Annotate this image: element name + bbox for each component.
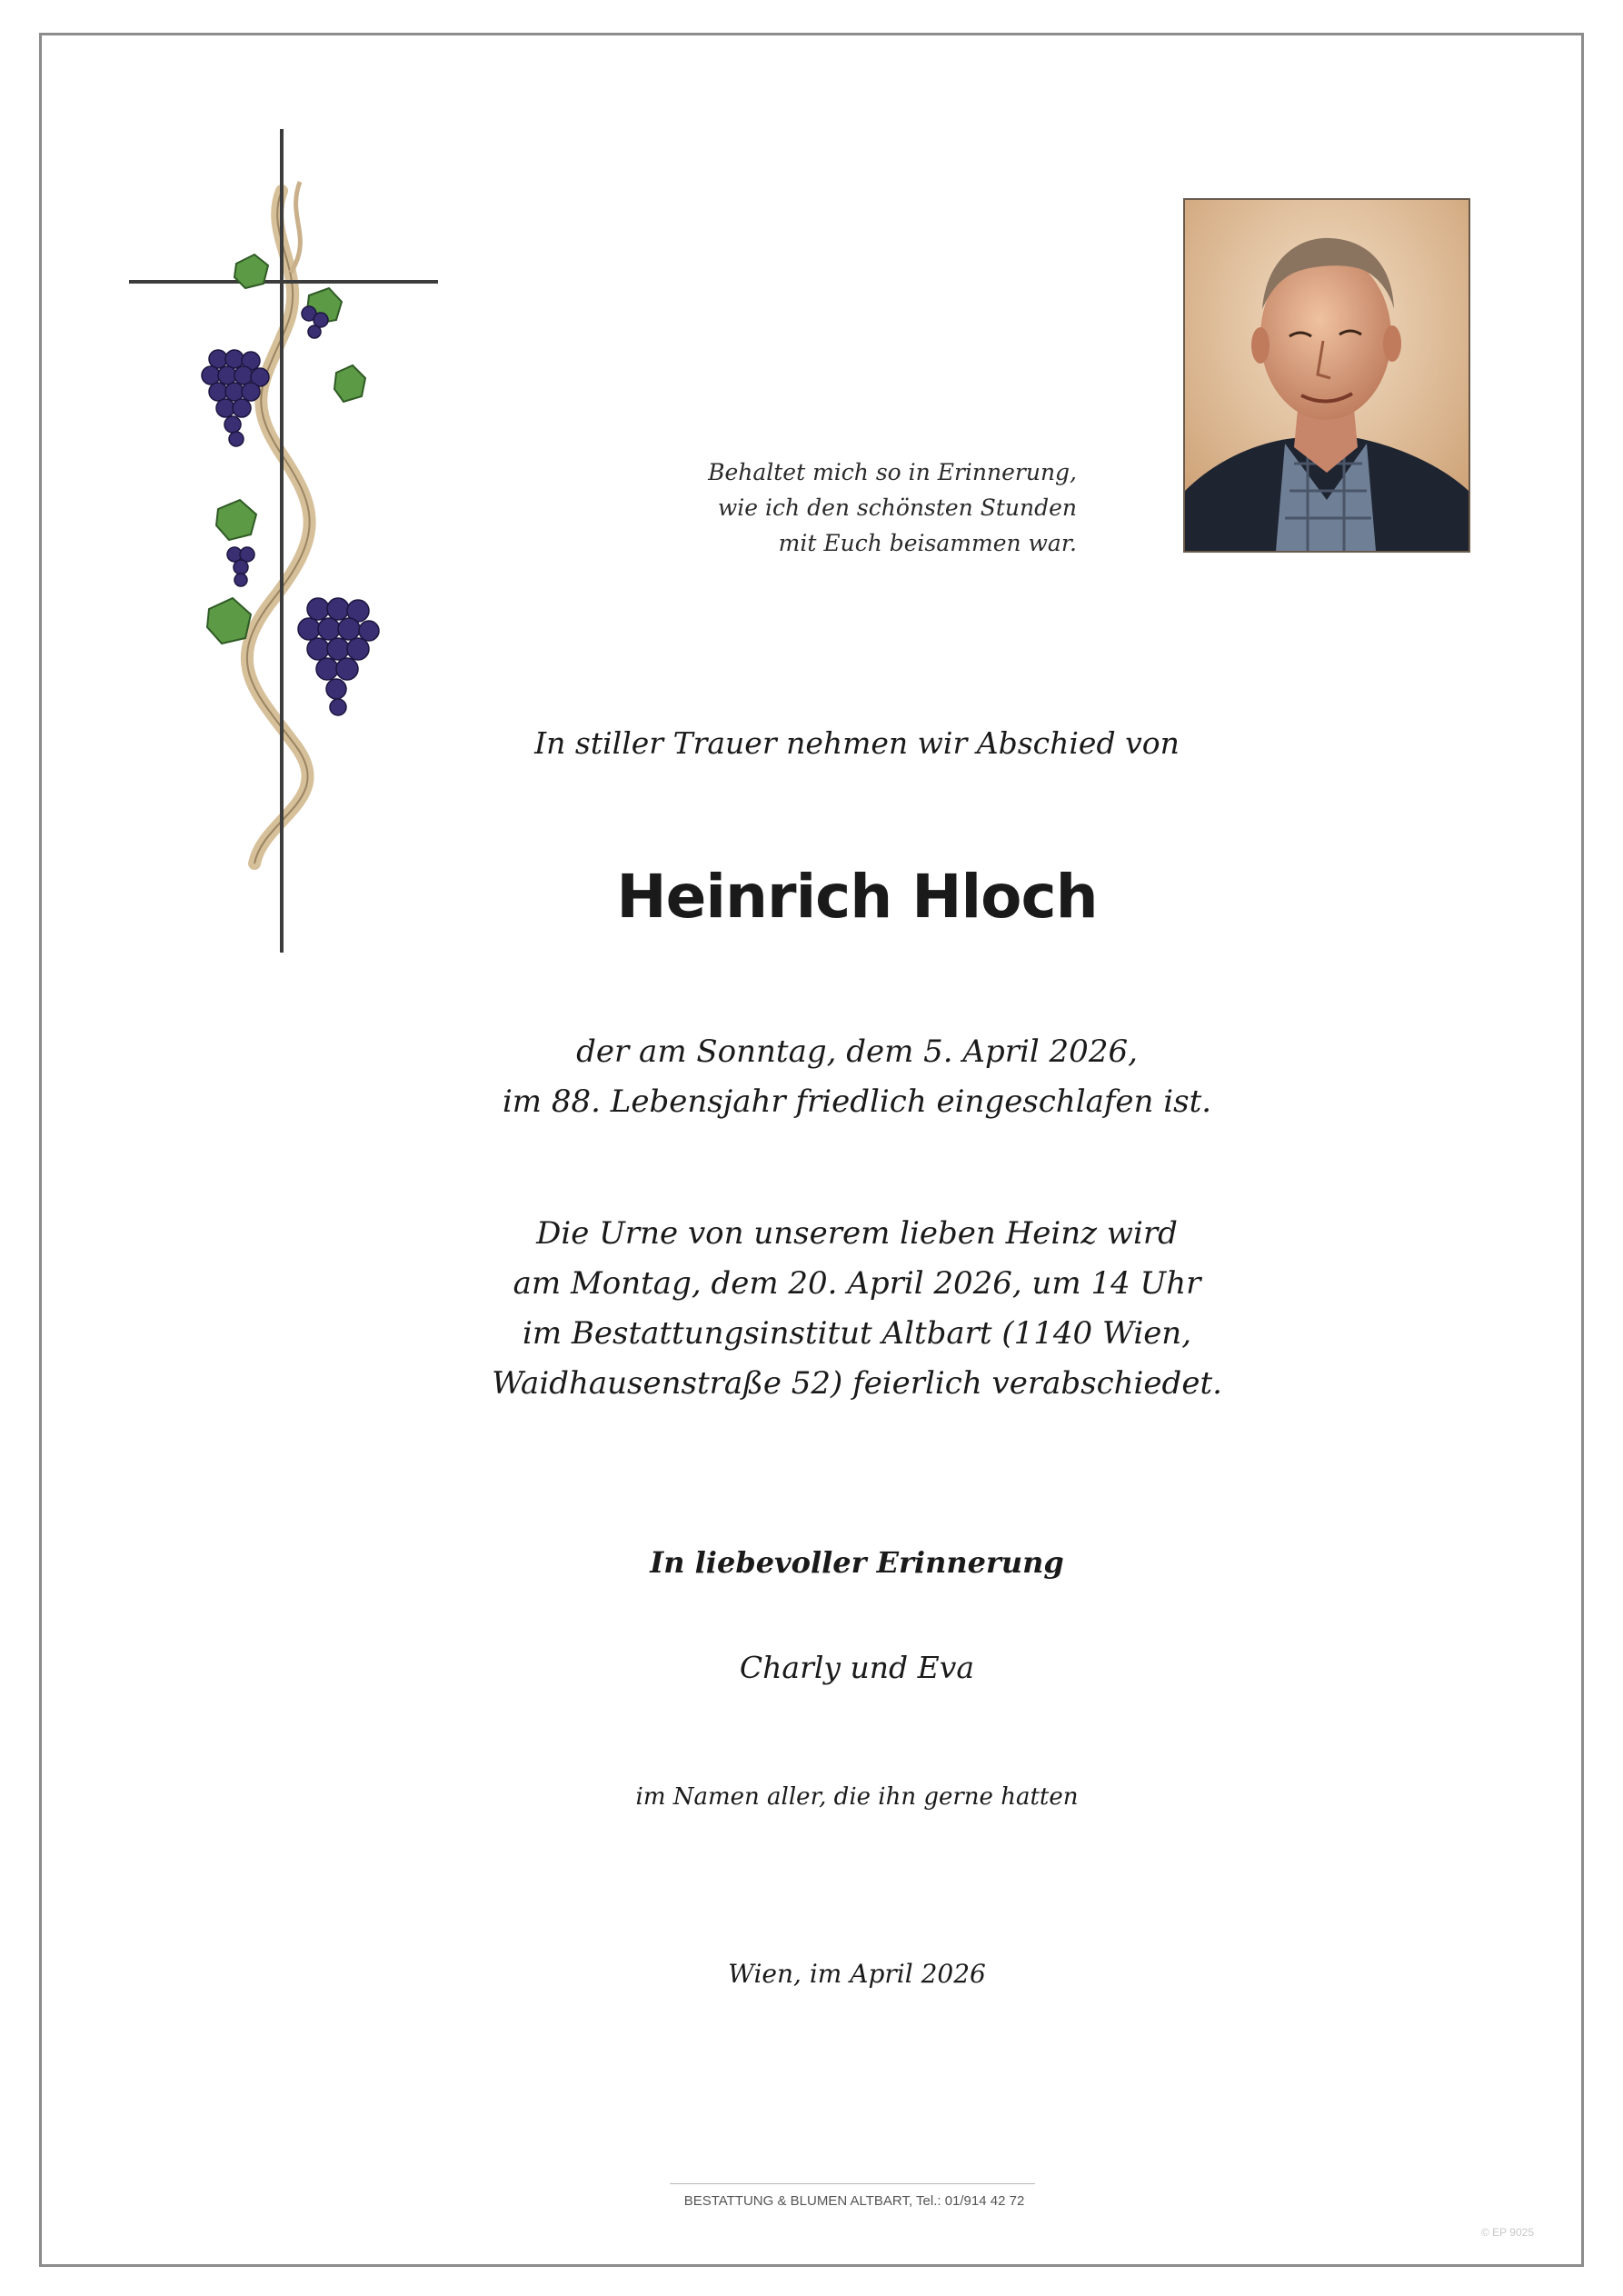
memorial-verse — [545, 454, 1077, 561]
intro-text: In stiller Trauer nehmen wir Abschied von — [534, 725, 1180, 761]
others-line: im Namen aller, die ihn gerne hatten — [635, 1783, 1079, 1811]
print-code: © EP 9025 — [1481, 2226, 1534, 2239]
place-date: Wien, im April 2026 — [728, 1959, 986, 1989]
ceremony-line: am Montag, dem 20. April 2026, um 14 Uhr — [513, 1265, 1201, 1302]
death-line: der am Sonntag, dem 5. April 2026, — [576, 1033, 1138, 1070]
death-line: im 88. Lebensjahr friedlich eingeschlafen ist. — [502, 1083, 1212, 1120]
ceremony-notice — [273, 1209, 1441, 1409]
cross-with-grapevine-icon — [127, 127, 445, 973]
funeral-home-footer: BESTATTUNG & BLUMEN ALTBART, Tel.: 01/914 42 72 — [683, 2193, 1025, 2209]
deceased-name: Heinrich Hloch — [616, 862, 1098, 932]
footer-divider — [670, 2183, 1035, 2184]
mourners-names: Charly und Eva — [739, 1650, 975, 1685]
ceremony-line: Waidhausenstraße 52) feierlich verabschiedet. — [492, 1365, 1222, 1402]
deceased-portrait-photo — [1185, 200, 1469, 551]
ceremony-line: Die Urne von unserem lieben Heinz wird — [536, 1215, 1178, 1252]
death-notice — [273, 1027, 1441, 1127]
verse-line: wie ich den schönsten Stunden — [717, 494, 1077, 521]
verse-line: mit Euch beisammen war. — [778, 530, 1077, 556]
portrait-photo — [1183, 198, 1470, 553]
ceremony-line: im Bestattungsinstitut Altbart (1140 Wien, — [522, 1315, 1192, 1352]
memory-heading: In liebevoller Erinnerung — [650, 1545, 1064, 1580]
verse-line: Behaltet mich so in Erinnerung, — [708, 459, 1077, 485]
